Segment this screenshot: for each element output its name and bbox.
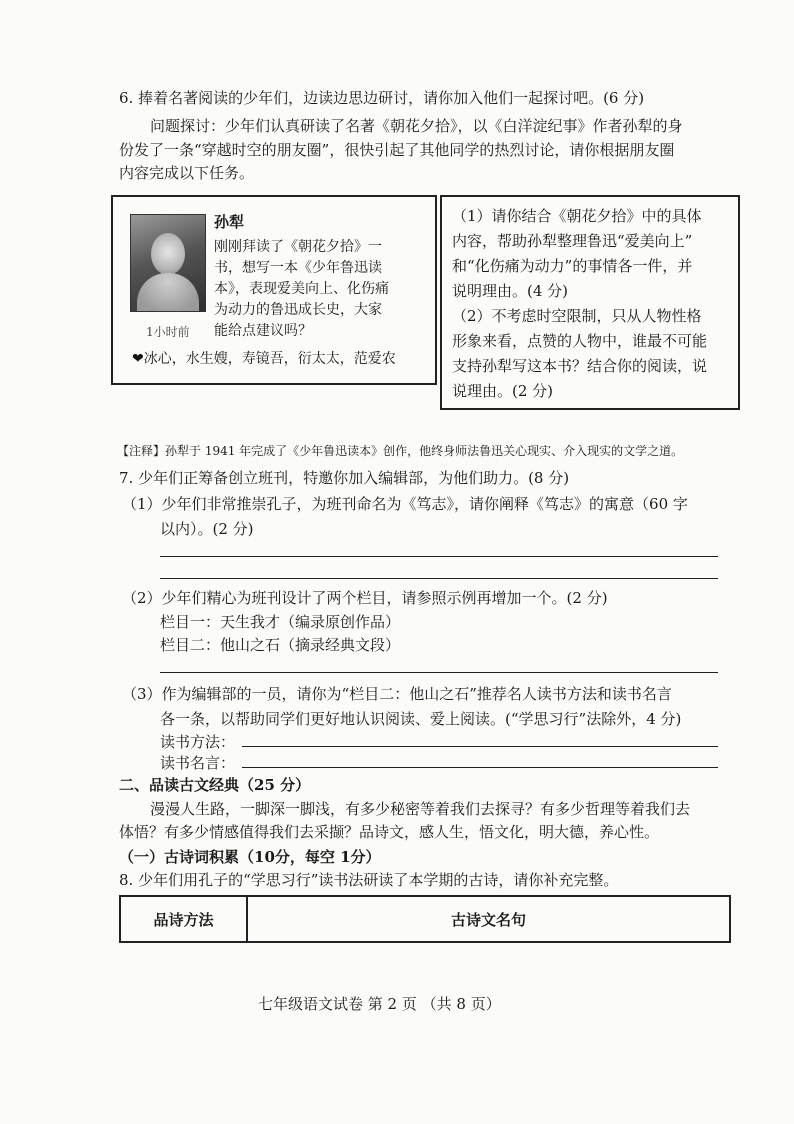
moments-likes — [132, 350, 396, 369]
q6-intro-line-1: 问题探讨：少年们认真研读了名著《朝花夕拾》，以《白洋淀纪事》作者孙犁的身 — [150, 117, 683, 135]
poem-table — [119, 895, 731, 943]
section-two-intro-1: 漫漫人生路，一脚深一脚浅，有多少秘密等着我们去探寻？有多少哲理等着我们去 — [150, 800, 691, 818]
task-line-4: 说明理由。(4 分) — [452, 282, 569, 300]
reading-method-line[interactable] — [242, 746, 718, 747]
task-line-8: 说理由。(2 分) — [452, 382, 554, 400]
moments-likes-names: 冰心，水生嫂，寿镜吾，衍太太，范爱农 — [143, 351, 396, 367]
moments-time: 1小时前 — [146, 325, 190, 339]
q8-title: 8. 少年们用孔子的“学思习行”读书法研读了本学期的古诗，请你补充完整。 — [119, 871, 619, 889]
moments-text-line-4: 为动力的鲁迅成长史，大家 — [214, 302, 382, 318]
section-two-title: 二、品读古文经典（25 分） — [119, 776, 311, 794]
q6-intro-line-2: 份发了一条“穿越时空的朋友圈”，很快引起了其他同学的热烈讨论，请你根据朋友圈 — [119, 141, 675, 159]
task-line-6: 形象来看，点赞的人物中，谁最不可能 — [452, 332, 708, 350]
q7-part3-line-1: （3）作为编辑部的一员，请你为“栏目二：他山之石”推荐名人读书方法和读书名言 — [122, 685, 672, 703]
subsection-title: （一）古诗词积累（10分，每空 1分） — [119, 848, 381, 866]
q6-intro-line-3: 内容完成以下任务。 — [119, 164, 255, 182]
moments-text-line-5: 能给点建议吗？ — [214, 323, 312, 339]
q6-title: 6. 捧着名著阅读的少年们，边读边思边研讨，请你加入他们一起探讨吧。(6 分) — [119, 89, 645, 107]
task-line-2: 内容，帮助孙犁整理鲁迅“爱美向上” — [452, 232, 693, 250]
moments-text-line-3: 本》，表现爱美向上、化伤痛 — [214, 281, 389, 297]
moments-text-line-1: 刚刚拜读了《朝花夕拾》一 — [214, 239, 382, 255]
reading-quote-label: 读书名言： — [160, 754, 236, 772]
section-two-intro-2: 体悟？有多少情感值得我们去采撷？品诗文，感人生，悟文化，明大德，养心性。 — [119, 823, 660, 841]
reading-method-label: 读书方法： — [160, 733, 236, 751]
table-row — [120, 896, 730, 942]
column-two: 栏目二：他山之石（摘录经典文段） — [160, 636, 401, 654]
q7-part3-line-2: 各一条，以帮助同学们更好地认识阅读、爱上阅读。(“学思习行”法除外，4 分) — [160, 710, 682, 728]
q7-part1-line-1: （1）少年们非常推崇孔子，为班刊命名为《笃志》，请你阐释《笃志》的寓意（60 字 — [122, 495, 688, 513]
task-line-3: 和“化伤痛为动力”的事情各一件，并 — [452, 257, 693, 275]
answer-line-1[interactable] — [160, 556, 718, 557]
task-line-5: （2）不考虑时空限制，只从人物性格 — [452, 307, 702, 325]
moments-text-line-2: 书，想写一本《少年鲁迅读 — [214, 260, 382, 276]
task-line-1: （1）请你结合《朝花夕拾》中的具体 — [452, 207, 702, 225]
tasks-box — [440, 195, 740, 410]
heart-icon: ❤ — [132, 351, 144, 367]
table-header-verse: 古诗文名句 — [247, 896, 730, 942]
reading-quote-line[interactable] — [242, 767, 718, 768]
column-one: 栏目一：天生我才（编录原创作品） — [160, 613, 401, 631]
page-footer: 七年级语文试卷 第 2 页 （共 8 页） — [258, 995, 501, 1013]
answer-line-2[interactable] — [160, 578, 718, 579]
table-header-method: 品诗方法 — [120, 896, 247, 942]
answer-line-3[interactable] — [160, 672, 718, 673]
q7-part1-line-2: 以内）。(2 分) — [160, 520, 254, 538]
moments-author-name: 孙犁 — [214, 213, 245, 231]
author-photo — [130, 214, 206, 312]
q6-note: 【注释】孙犁于 1941 年完成了《少年鲁迅读本》创作，他终身师法鲁迅关心现实、介入现实的文学之道。 — [117, 444, 684, 458]
q7-title: 7. 少年们正筹备创立班刊，特邀你加入编辑部，为他们助力。(8 分) — [119, 469, 570, 487]
task-line-7: 支持孙犁写这本书？结合你的阅读，说 — [452, 357, 708, 375]
q7-part2: （2）少年们精心为班刊设计了两个栏目，请参照示例再增加一个。(2 分) — [122, 589, 608, 607]
